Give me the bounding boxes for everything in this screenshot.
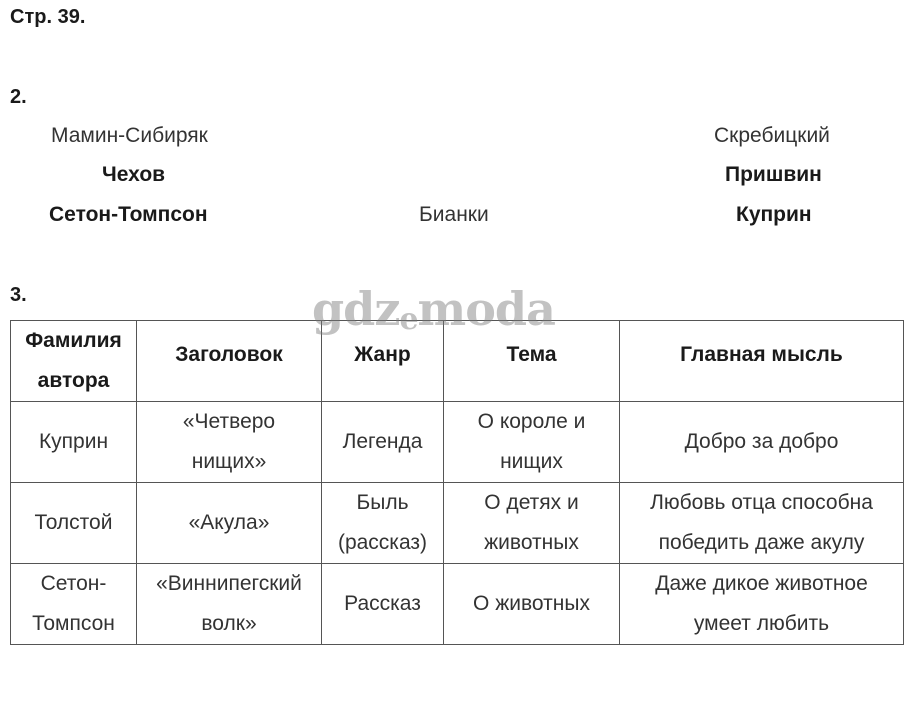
cell-genre: Рассказ	[322, 564, 444, 645]
cell-genre: Быль (рассказ)	[322, 483, 444, 564]
cell-title: «Четверо нищих»	[137, 402, 322, 483]
cell-author: Сетон-Томпсон	[11, 564, 137, 645]
author-mamin-sibiryak: Мамин-Сибиряк	[51, 124, 208, 147]
header-theme: Тема	[444, 321, 620, 402]
author-prishvin: Пришвин	[725, 163, 822, 186]
author-chekhov: Чехов	[102, 163, 166, 186]
cell-main-idea: Любовь отца способна победить даже акулу	[620, 483, 904, 564]
watermark-dot: e	[399, 302, 418, 337]
cell-main-idea: Добро за добро	[620, 402, 904, 483]
author-bianki: Бианки	[419, 203, 489, 226]
header-genre: Жанр	[322, 321, 444, 402]
author-seton-thompson: Сетон-Томпсон	[49, 203, 208, 226]
author-skrebitsky: Скребицкий	[714, 124, 830, 147]
table-row	[11, 402, 904, 483]
cell-title: «Виннипегский волк»	[137, 564, 322, 645]
table-row	[11, 564, 904, 645]
cell-author: Толстой	[11, 483, 137, 564]
header-title: Заголовок	[137, 321, 322, 402]
cell-title: «Акула»	[137, 483, 322, 564]
watermark-right: moda	[417, 282, 555, 336]
page-header: Стр. 39.	[10, 6, 86, 28]
section-2-number: 2.	[10, 86, 27, 108]
table-header-row	[11, 321, 904, 402]
table-row	[11, 483, 904, 564]
section-3-number: 3.	[10, 284, 27, 306]
cell-theme: О детях и животных	[444, 483, 620, 564]
header-author: Фамилия автора	[11, 321, 137, 402]
author-kuprin: Куприн	[736, 203, 812, 226]
cell-author: Куприн	[11, 402, 137, 483]
watermark-left: gdz	[312, 282, 400, 336]
header-main-idea: Главная мысль	[620, 321, 904, 402]
cell-theme: О короле и нищих	[444, 402, 620, 483]
literature-table	[10, 320, 904, 645]
cell-theme: О животных	[444, 564, 620, 645]
cell-genre: Легенда	[322, 402, 444, 483]
cell-main-idea: Даже дикое животное умеет любить	[620, 564, 904, 645]
